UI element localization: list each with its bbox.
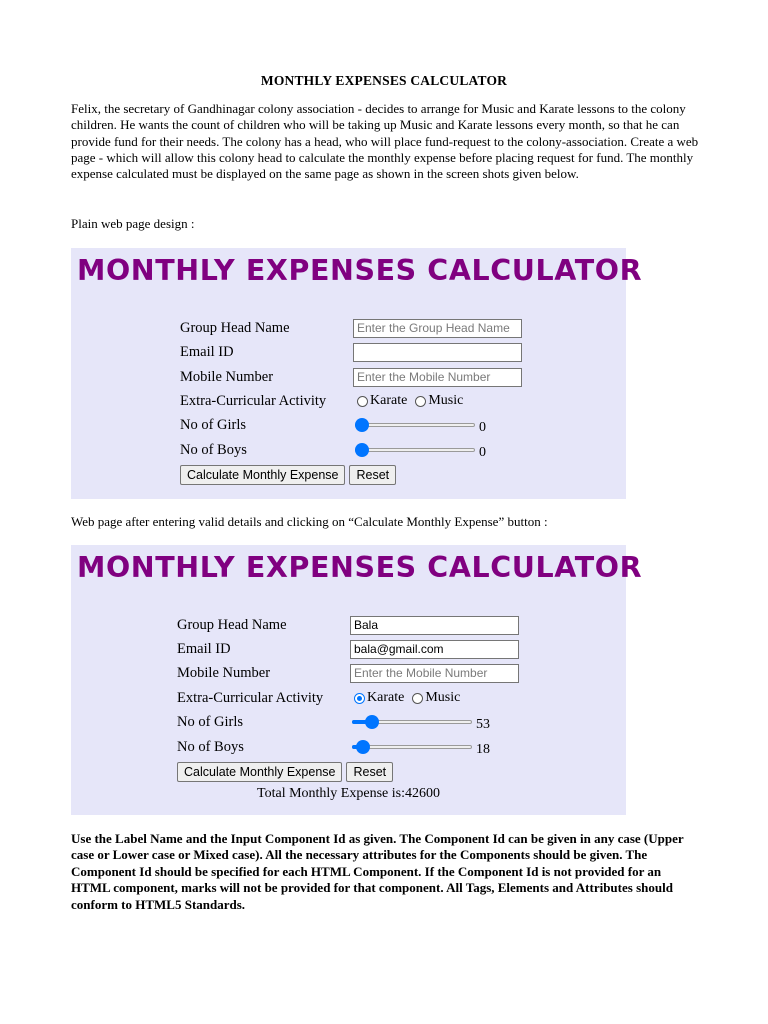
slider-thumb[interactable] [355, 418, 369, 432]
row-girls [177, 711, 490, 733]
reset-button[interactable]: Reset [349, 465, 396, 485]
label-girls: No of Girls [177, 713, 244, 730]
form-heading: MONTHLY EXPENSES CALCULATOR [77, 254, 643, 287]
calculate-button[interactable]: Calculate Monthly Expense [177, 762, 342, 782]
karate-radio-label: Karate [367, 690, 405, 705]
boys-slider[interactable] [355, 443, 475, 457]
girls-value: 53 [476, 717, 490, 732]
row-group-head [177, 614, 519, 636]
boys-value: 0 [479, 445, 486, 460]
row-activity [180, 390, 467, 412]
caption-filled-design: Web page after entering valid details and clicking on “Calculate Monthly Expense” button : [71, 514, 548, 529]
music-radio-label: Music [425, 690, 461, 705]
row-buttons [177, 761, 397, 783]
slider-thumb[interactable] [365, 715, 379, 729]
boys-value: 18 [476, 742, 490, 757]
row-boys [177, 736, 490, 758]
label-email: Email ID [177, 640, 231, 657]
slider-track [355, 448, 475, 452]
label-girls: No of Girls [180, 416, 247, 433]
calculate-button[interactable]: Calculate Monthly Expense [180, 465, 345, 485]
activity-radio-group [353, 393, 467, 409]
slider-track [355, 423, 475, 427]
row-activity [177, 687, 464, 709]
reset-button[interactable]: Reset [346, 762, 393, 782]
label-group-head: Group Head Name [180, 319, 290, 336]
label-boys: No of Boys [177, 738, 244, 755]
label-mobile: Mobile Number [177, 664, 271, 681]
activity-radio-group [350, 690, 464, 706]
row-girls [180, 414, 486, 436]
karate-radio-label: Karate [370, 393, 408, 408]
label-boys: No of Boys [180, 441, 247, 458]
row-email [177, 638, 519, 660]
form-heading: MONTHLY EXPENSES CALCULATOR [77, 551, 643, 584]
mobile-input[interactable] [350, 664, 519, 683]
row-boys [180, 439, 486, 461]
problem-description: Felix, the secretary of Gandhinagar colony association - decides to arrange for Music and Karate lessons to the colony children. He wants the count of children who will be taking up Music and Karate lessons every month, so that he can provide fund for their needs. The colony has a head, who will place fund-request to the colony-association. Create a web page - which will allow this colony head to calculate the monthly expense before placing request for fund. The monthly expense calculated must be displayed on the same page as shown in the screen shots given below. [71, 101, 699, 182]
group-head-input[interactable] [353, 319, 522, 338]
row-mobile [180, 366, 522, 388]
mobile-input[interactable] [353, 368, 522, 387]
girls-value: 0 [479, 420, 486, 435]
caption-plain-design: Plain web page design : [71, 216, 195, 231]
music-radio[interactable] [412, 693, 423, 704]
label-activity: Extra-Curricular Activity [180, 392, 327, 409]
row-buttons [180, 464, 400, 486]
row-mobile [177, 662, 519, 684]
slider-thumb[interactable] [355, 443, 369, 457]
document-title: MONTHLY EXPENSES CALCULATOR [260, 73, 508, 88]
music-radio[interactable] [415, 396, 426, 407]
label-mobile: Mobile Number [180, 368, 274, 385]
group-head-input[interactable] [350, 616, 519, 635]
label-group-head: Group Head Name [177, 616, 287, 633]
row-email [180, 341, 522, 363]
email-input[interactable] [353, 343, 522, 362]
girls-slider[interactable] [355, 418, 475, 432]
screenshot-plain-form [71, 248, 643, 499]
girls-slider[interactable] [352, 715, 472, 729]
karate-radio[interactable] [354, 693, 365, 704]
boys-slider[interactable] [352, 740, 472, 754]
instructions-note: Use the Label Name and the Input Component Id as given. The Component Id can be given in any case (Upper case or Lower case or Mixed case). All the necessary attributes for the Components should be given. The Component Id should be specified for each HTML Component. If the Component Id is not provided for an HTML component, marks will not be provided for that component. All Tags, Elements and Attributes should conform to HTML5 Standards. [71, 831, 684, 912]
row-group-head [180, 317, 522, 339]
email-input[interactable] [350, 640, 519, 659]
total-expense-result: Total Monthly Expense is:42600 [257, 786, 440, 801]
music-radio-label: Music [428, 393, 464, 408]
slider-thumb[interactable] [356, 740, 370, 754]
label-email: Email ID [180, 343, 234, 360]
karate-radio[interactable] [357, 396, 368, 407]
screenshot-filled-form [71, 545, 643, 815]
label-activity: Extra-Curricular Activity [177, 689, 324, 706]
